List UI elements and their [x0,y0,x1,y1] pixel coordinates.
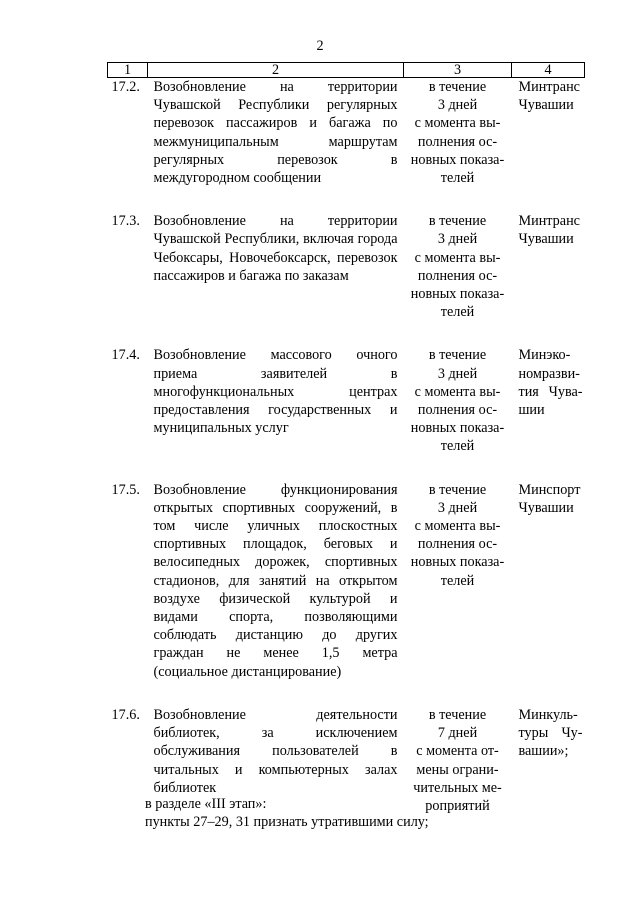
column-header: 4 [512,63,585,78]
responsible-line: Чувашии [518,97,574,114]
item-number: 17.5. [111,481,140,498]
footer-text [145,795,429,831]
term-line: в течение [428,706,487,723]
term-line: телей [440,170,475,187]
term-line: чительных ме- [413,779,502,796]
responsible-line: туры Чу- [518,725,583,742]
responsible-line: Минтранс [518,79,580,95]
responsible-line: Минтранс [518,213,580,230]
item-term [404,212,512,321]
column-header: 2 [148,63,404,78]
term-line: телей [440,572,475,589]
term-line: роприятий [425,797,490,814]
item-number: 17.4. [111,347,140,364]
item-number: 17.2. [111,79,140,95]
term-line: в течение [428,347,487,364]
item-description: Возобновление на территории Чувашской Республики, включая города Чебоксары, Новочебоксарск, перевозок пассажиров и багажа по заказам [153,213,398,284]
table-row [108,78,585,188]
term-line: с момента вы- [414,383,501,400]
responsible-line: Минспорт [518,481,581,498]
term-line: новных показа- [410,420,505,437]
column-header: 3 [404,63,512,78]
item-term [404,346,512,455]
footer-line-section: в разделе «III этап»: [145,796,267,812]
term-line: с момента вы- [414,249,501,266]
item-responsible [512,481,585,681]
table-row [108,212,585,321]
measures-table [107,62,585,815]
responsible-line: шии [518,402,545,419]
term-line: с момента вы- [414,518,501,535]
item-description: Возобновление на территории Чувашской Республики регулярных перевозок пассажиров и багажа по межмуниципальным маршрутам регулярных перевозок в междугородном сообщении [153,79,398,187]
term-line: в течение [428,79,487,95]
item-description: Возобновление массового очного приема заявителей в многофункциональных центрах предоставления государственных и муниципальных услуг [153,347,398,437]
term-line: полнения ос- [417,133,498,150]
term-line: мены ограни- [416,761,499,778]
item-description: Возобновление функционирования открытых спортивных сооружений, в том числе уличных плоскостных спортивных площадок, беговых и велосипедных дорожек, спортивных стадионов, для занятий на открытом воздухе физической культурой и видами спорта, позволяющими соблюдать дистанцию до других граждан не менее 1,5 метра (социальное дистанцирование) [153,481,398,680]
item-responsible [512,346,585,455]
term-line: в течение [428,481,487,498]
footer-line-items: пункты 27–29, 31 признать утратившими силу; [145,814,429,830]
term-line: 3 дней [437,499,478,516]
table-row [108,481,585,681]
term-line: полнения ос- [417,402,498,419]
item-responsible [512,706,585,815]
term-line: новных показа- [410,151,505,168]
page-number: 2 [316,38,324,54]
responsible-line: вашии»; [518,743,569,760]
responsible-line: Минкуль- [518,706,578,723]
item-description: Возобновление деятельности библиотек, за исключением обслуживания пользователей в читальных и компьютерных залах библиотек [153,706,398,796]
table-row [108,346,585,455]
item-term [404,481,512,681]
responsible-line: Минэко- [518,347,571,364]
responsible-line: Чувашии [518,499,574,516]
responsible-line: Чувашии [518,231,574,248]
term-line: 3 дней [437,365,478,382]
item-number: 17.3. [111,213,140,230]
term-line: новных показа- [410,554,505,571]
term-line: новных показа- [410,286,505,303]
item-responsible [512,78,585,188]
item-number: 17.6. [111,706,140,723]
column-header: 1 [108,63,148,78]
term-line: телей [440,438,475,455]
item-responsible [512,212,585,321]
term-line: 3 дней [437,231,478,248]
term-line: полнения ос- [417,267,498,284]
term-line: полнения ос- [417,536,498,553]
responsible-line: номразви- [518,365,580,382]
term-line: с момента от- [416,743,499,760]
term-line: 3 дней [437,97,478,114]
term-line: телей [440,304,475,321]
item-term [404,78,512,188]
responsible-line: тия Чува- [518,383,583,400]
table-header-row [108,63,585,78]
term-line: в течение [428,213,487,230]
term-line: 7 дней [437,725,478,742]
term-line: с момента вы- [414,115,501,132]
